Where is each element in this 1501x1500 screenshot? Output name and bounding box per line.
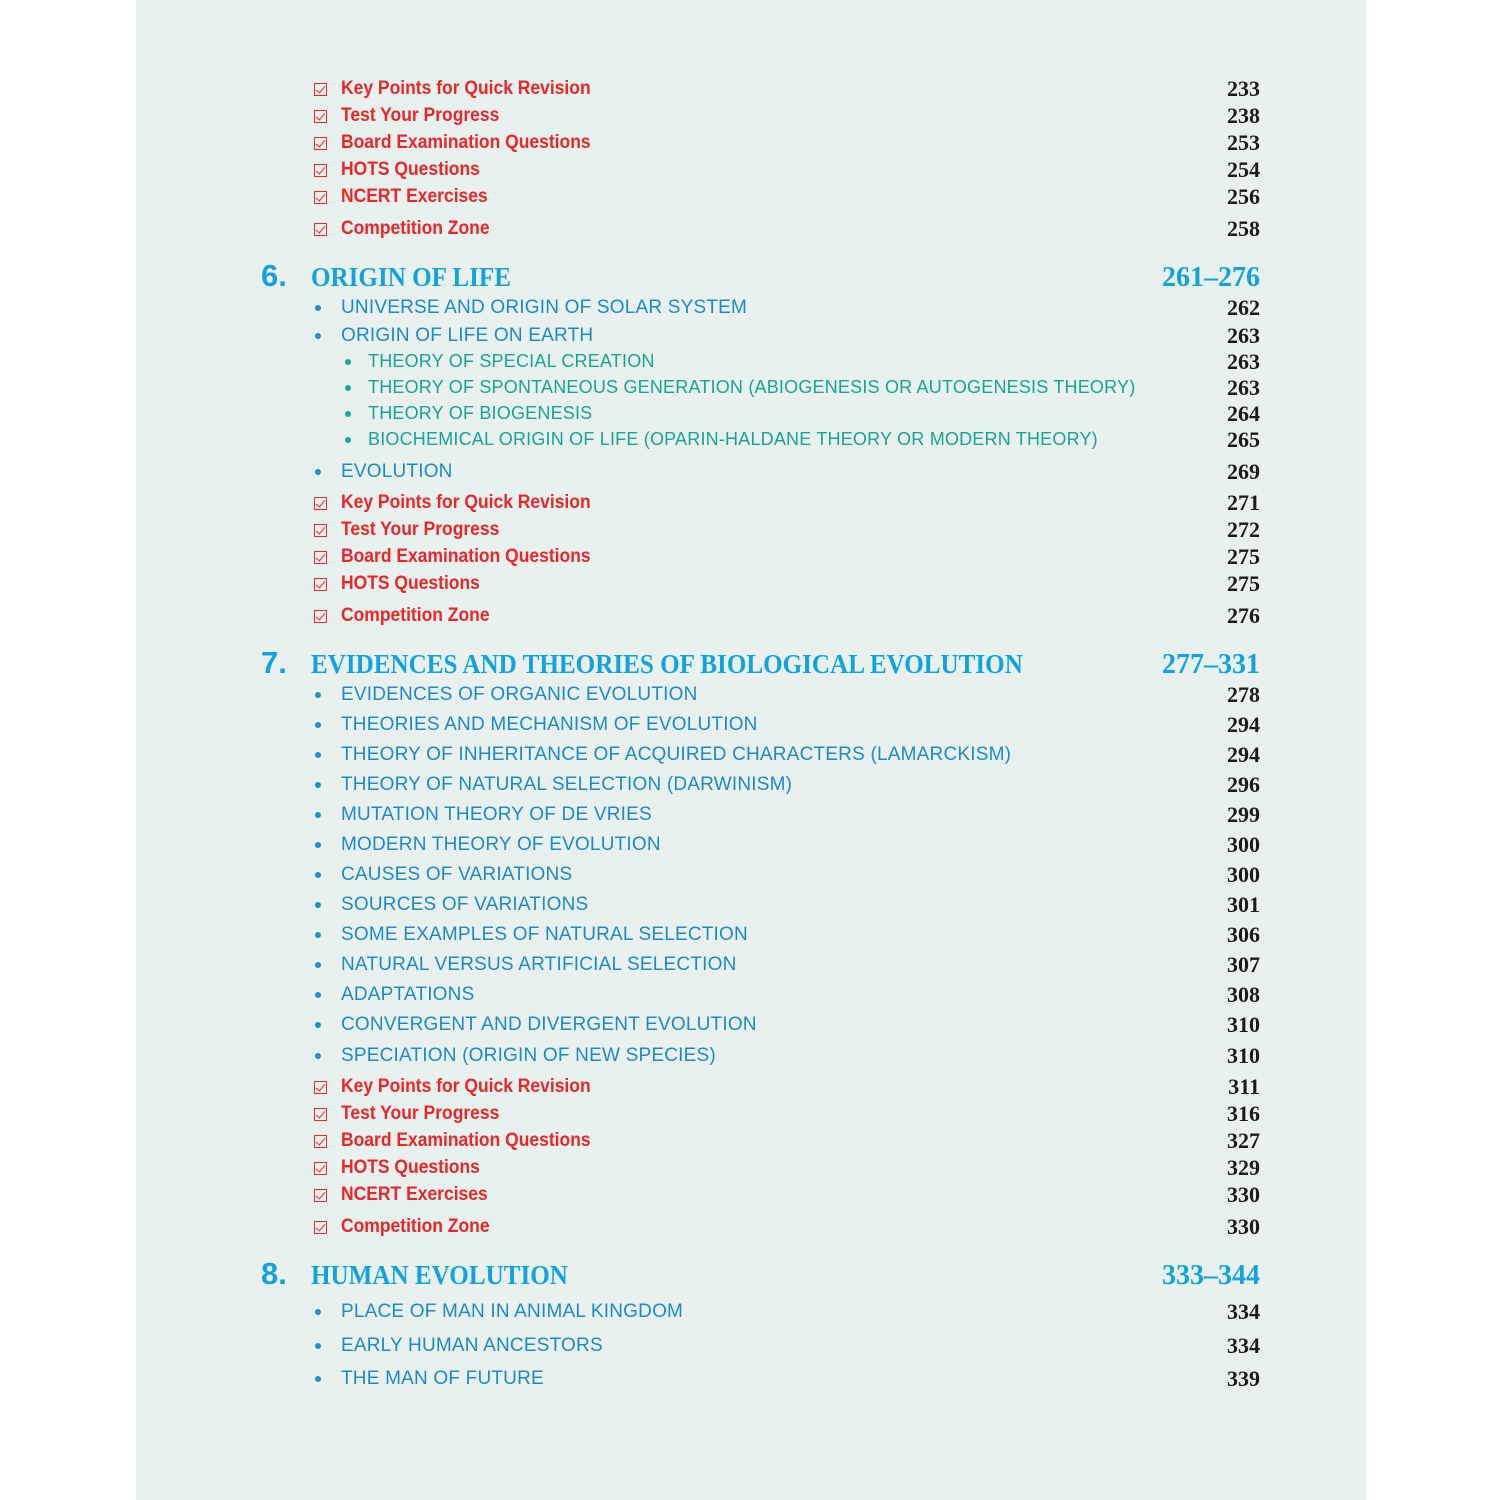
page-number: 278 [1227,682,1260,707]
bullet-icon [345,359,351,365]
page-number: 300 [1227,832,1260,857]
page-number: 307 [1227,952,1260,977]
chapter-number: 6. [261,258,287,293]
bullet-icon [315,1053,321,1059]
revision-label: Competition Zone [341,1216,490,1237]
bullet-icon [345,385,351,391]
topic-label: MODERN THEORY OF EVOLUTION [341,834,661,855]
page-number: 299 [1227,802,1260,827]
topic-label: MUTATION THEORY OF DE VRIES [341,804,652,825]
page-number: 254 [1227,157,1260,182]
page-number: 330 [1227,1214,1260,1239]
topic-item[interactable] [136,1012,1366,1044]
page-number: 334 [1227,1299,1260,1324]
bullet-icon [315,333,321,339]
revision-item[interactable] [136,216,1366,248]
bullet-icon [315,962,321,968]
bullet-icon [315,1376,321,1382]
page-number: 327 [1227,1128,1260,1153]
bullet-icon [315,842,321,848]
revision-item[interactable] [136,76,1366,108]
page-number: 334 [1227,1333,1260,1358]
subtopic-label: BIOCHEMICAL ORIGIN OF LIFE (OPARIN-HALDANE THEORY OR MODERN THEORY) [368,429,1098,449]
chapter-title: EVIDENCES AND THEORIES OF BIOLOGICAL EVOLUTION [311,649,1023,679]
topic-item[interactable] [136,1333,1366,1365]
topic-label: CONVERGENT AND DIVERGENT EVOLUTION [341,1014,757,1035]
topic-item[interactable] [136,922,1366,954]
checkbox-icon [314,551,327,564]
topic-item[interactable] [136,1299,1366,1331]
page-number: 262 [1227,295,1260,320]
subtopic-label: THEORY OF SPONTANEOUS GENERATION (ABIOGENESIS OR AUTOGENESIS THEORY) [368,377,1136,397]
checkbox-icon [314,610,327,623]
checkbox-icon [314,223,327,236]
chapter-number: 8. [261,1256,287,1291]
page-number: 276 [1227,603,1260,628]
bullet-icon [315,902,321,908]
bullet-icon [315,782,321,788]
topic-label: THEORY OF INHERITANCE OF ACQUIRED CHARACTERS (LAMARCKISM) [341,744,1012,765]
topic-item[interactable] [136,712,1366,744]
bullet-icon [315,812,321,818]
topic-item[interactable] [136,459,1366,491]
page-number: 310 [1227,1043,1260,1068]
revision-item[interactable] [136,130,1366,162]
topic-item[interactable] [136,982,1366,1014]
topic-item[interactable] [136,802,1366,834]
subtopic-item[interactable] [136,427,1366,459]
topic-item[interactable] [136,1366,1366,1398]
bullet-icon [315,1309,321,1315]
revision-label: Key Points for Quick Revision [341,492,591,513]
subtopic-item[interactable] [136,375,1366,407]
chapter-title: ORIGIN OF LIFE [311,262,511,292]
bullet-icon [315,1343,321,1349]
revision-item[interactable] [136,103,1366,135]
topic-label: THEORY OF NATURAL SELECTION (DARWINISM) [341,774,793,795]
topic-label: NATURAL VERSUS ARTIFICIAL SELECTION [341,954,737,975]
checkbox-icon [314,110,327,123]
topic-item[interactable] [136,832,1366,864]
checkbox-icon [314,1081,327,1094]
contents-page [136,0,1366,1500]
revision-label: Key Points for Quick Revision [341,78,591,99]
chapter-heading-7[interactable] [136,645,1366,685]
topic-label: ADAPTATIONS [341,984,475,1005]
page-number: 269 [1227,459,1260,484]
topic-label: SPECIATION (ORIGIN OF NEW SPECIES) [341,1045,716,1066]
revision-item[interactable] [136,1182,1366,1214]
checkbox-icon [314,578,327,591]
page-number: 272 [1227,517,1260,542]
chapter-heading-8[interactable] [136,1256,1366,1296]
page-number: 316 [1227,1101,1260,1126]
checkbox-icon [314,524,327,537]
page-number: 294 [1227,742,1260,767]
revision-label: Test Your Progress [341,105,500,126]
revision-item[interactable] [136,603,1366,635]
revision-item[interactable] [136,1214,1366,1246]
topic-label: CAUSES OF VARIATIONS [341,864,573,885]
topic-label: THEORIES AND MECHANISM OF EVOLUTION [341,714,758,735]
page-number: 275 [1227,571,1260,596]
topic-item[interactable] [136,1043,1366,1075]
revision-label: Test Your Progress [341,519,500,540]
page-number: 329 [1227,1155,1260,1180]
checkbox-icon [314,1108,327,1121]
page-number: 258 [1227,216,1260,241]
page-number: 263 [1227,323,1260,348]
revision-label: Test Your Progress [341,1103,500,1124]
page-number: 308 [1227,982,1260,1007]
revision-label: Key Points for Quick Revision [341,1076,591,1097]
chapter-page-range: 277–331 [1162,649,1260,680]
revision-label: Competition Zone [341,218,490,239]
bullet-icon [315,752,321,758]
revision-item[interactable] [136,1074,1366,1106]
revision-item[interactable] [136,1128,1366,1160]
checkbox-icon [314,191,327,204]
subtopic-label: THEORY OF SPECIAL CREATION [368,351,655,371]
revision-label: NCERT Exercises [341,1184,488,1205]
revision-label: NCERT Exercises [341,186,488,207]
topic-label: UNIVERSE AND ORIGIN OF SOLAR SYSTEM [341,297,748,318]
chapter-page-range: 333–344 [1162,1260,1260,1291]
revision-item[interactable] [136,1155,1366,1187]
checkbox-icon [314,137,327,150]
bullet-icon [345,411,351,417]
checkbox-icon [314,164,327,177]
page-number: 256 [1227,184,1260,209]
topic-item[interactable] [136,295,1366,327]
checkbox-icon [314,497,327,510]
revision-label: Board Examination Questions [341,132,591,153]
page-number: 275 [1227,544,1260,569]
bullet-icon [315,872,321,878]
topic-label: EVOLUTION [341,461,453,482]
page-number: 264 [1227,401,1260,426]
page-number: 330 [1227,1182,1260,1207]
page-number: 339 [1227,1366,1260,1391]
page-number: 306 [1227,922,1260,947]
chapter-page-range: 261–276 [1162,262,1260,293]
topic-label: PLACE OF MAN IN ANIMAL KINGDOM [341,1301,684,1322]
page-number: 238 [1227,103,1260,128]
bullet-icon [315,305,321,311]
revision-item[interactable] [136,1101,1366,1133]
bullet-icon [345,437,351,443]
page-number: 271 [1227,490,1260,515]
checkbox-icon [314,1162,327,1175]
revision-item[interactable] [136,517,1366,549]
revision-label: HOTS Questions [341,573,480,594]
revision-label: Board Examination Questions [341,546,591,567]
subtopic-label: THEORY OF BIOGENESIS [368,403,593,423]
page-number: 296 [1227,772,1260,797]
page-number: 233 [1227,76,1260,101]
revision-item[interactable] [136,490,1366,522]
topic-label: EVIDENCES OF ORGANIC EVOLUTION [341,684,698,705]
bullet-icon [315,992,321,998]
topic-item[interactable] [136,323,1366,355]
page-number: 301 [1227,892,1260,917]
revision-item[interactable] [136,544,1366,576]
page-number: 310 [1227,1012,1260,1037]
checkbox-icon [314,1221,327,1234]
page-number: 265 [1227,427,1260,452]
checkbox-icon [314,1135,327,1148]
checkbox-icon [314,1189,327,1202]
revision-item[interactable] [136,184,1366,216]
revision-item[interactable] [136,157,1366,189]
topic-label: SOURCES OF VARIATIONS [341,894,589,915]
topic-item[interactable] [136,952,1366,984]
topic-label: THE MAN OF FUTURE [341,1368,544,1389]
topic-item[interactable] [136,742,1366,774]
page-number: 294 [1227,712,1260,737]
revision-label: HOTS Questions [341,159,480,180]
revision-label: Board Examination Questions [341,1130,591,1151]
revision-label: Competition Zone [341,605,490,626]
page-number: 311 [1228,1074,1260,1099]
page-number: 300 [1227,862,1260,887]
topic-item[interactable] [136,892,1366,924]
bullet-icon [315,932,321,938]
bullet-icon [315,722,321,728]
checkbox-icon [314,83,327,96]
topic-label: EARLY HUMAN ANCESTORS [341,1335,603,1356]
page-number: 263 [1227,375,1260,400]
bullet-icon [315,469,321,475]
chapter-heading-6[interactable] [136,258,1366,298]
topic-item[interactable] [136,862,1366,894]
revision-label: HOTS Questions [341,1157,480,1178]
topic-label: SOME EXAMPLES OF NATURAL SELECTION [341,924,748,945]
topic-item[interactable] [136,772,1366,804]
bullet-icon [315,692,321,698]
bullet-icon [315,1022,321,1028]
topic-label: ORIGIN OF LIFE ON EARTH [341,325,594,346]
page-number: 263 [1227,349,1260,374]
page-number: 253 [1227,130,1260,155]
chapter-number: 7. [261,645,287,680]
revision-item[interactable] [136,571,1366,603]
topic-item[interactable] [136,682,1366,714]
chapter-title: HUMAN EVOLUTION [311,1260,568,1290]
